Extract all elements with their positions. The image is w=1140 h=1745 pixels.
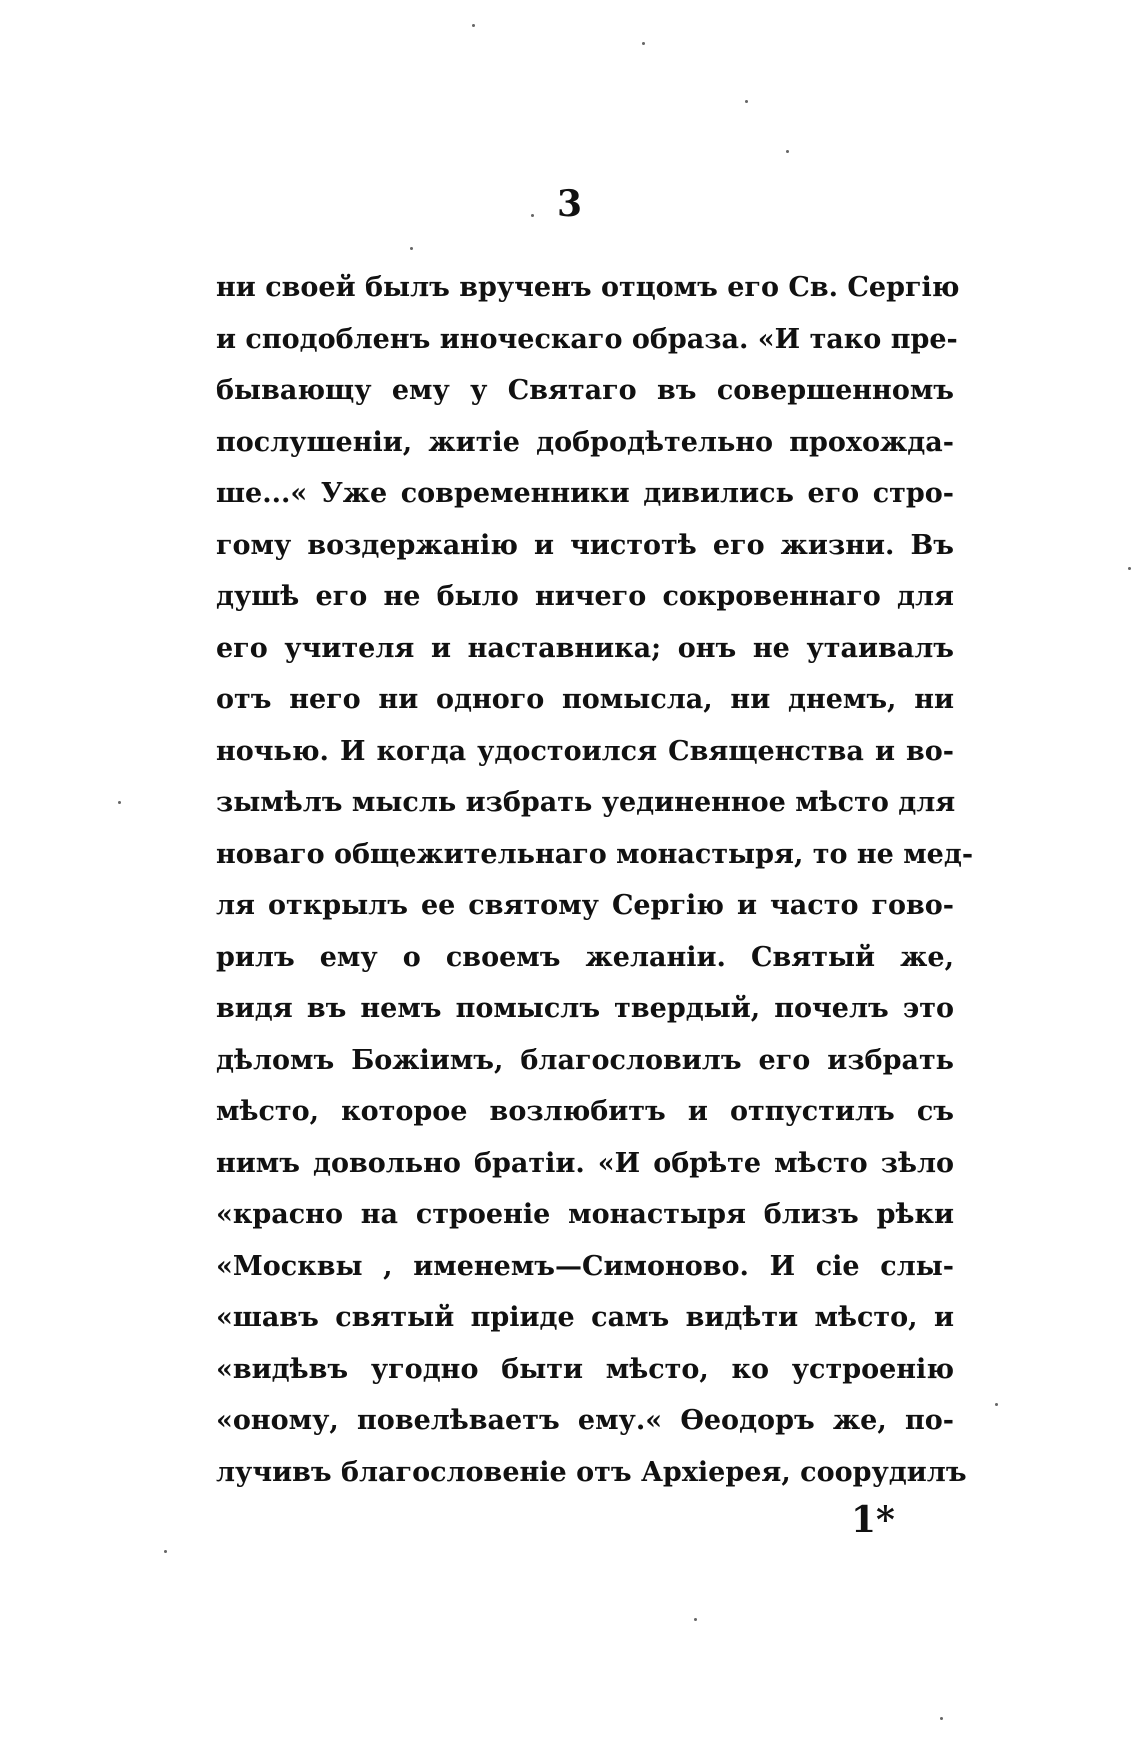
- text-line: лучивъ благословеніе отъ Архіерея, соорудилъ: [216, 1456, 967, 1488]
- page-number: 3: [557, 183, 583, 225]
- text-line: гому воздержанію и чистотѣ его жизни. Въ: [216, 529, 954, 561]
- text-line: и сподобленъ иноческаго образа. «И тако пре-: [216, 323, 958, 355]
- text-line: ни своей былъ врученъ отцомъ его Св. Сергію: [216, 272, 960, 303]
- scan-speck: [995, 1403, 998, 1406]
- text-line: его учителя и наставника; онъ не утаивалъ: [216, 632, 954, 664]
- text-line: нимъ довольно братіи. «И обрѣте мѣсто зѣло: [216, 1147, 954, 1179]
- scan-speck: [410, 247, 413, 250]
- scan-speck: [118, 801, 121, 804]
- scan-speck: [786, 150, 789, 153]
- text-line: видя въ немъ помыслъ твердый, почелъ это: [216, 993, 954, 1024]
- text-line: «видѣвъ угодно быти мѣсто, ко устроенію: [216, 1353, 954, 1385]
- scan-speck: [694, 1618, 697, 1621]
- text-line: рилъ ему о своемъ желаніи. Святый же,: [216, 941, 954, 973]
- text-line: «оному, повелѣваетъ ему.« Ѳеодоръ же, по-: [216, 1405, 954, 1436]
- text-line: отъ него ни одного помысла, ни днемъ, ни: [216, 684, 954, 715]
- scan-speck: [531, 214, 534, 217]
- text-line: «красно на строеніе монастыря близъ рѣки: [216, 1199, 954, 1230]
- text-line: «Москвы , именемъ—Симоново. И сіе слы-: [216, 1250, 954, 1282]
- text-line: ля открылъ ее святому Сергію и часто гово-: [216, 890, 954, 921]
- scan-speck: [1128, 567, 1131, 570]
- text-line: мѣсто, которое возлюбитъ и отпустилъ съ: [216, 1096, 954, 1127]
- text-line: душѣ его не было ничего сокровеннаго для: [216, 581, 954, 612]
- body-text: [216, 262, 974, 1498]
- text-line: бывающу ему у Святаго въ совершенномъ: [216, 375, 954, 406]
- scan-speck: [745, 100, 748, 103]
- text-line: зымѣлъ мысль избрать уединенное мѣсто для: [216, 787, 956, 818]
- scan-speck: [472, 24, 475, 27]
- scan-speck: [642, 42, 645, 45]
- text-line: дѣломъ Божіимъ, благословилъ его избрать: [216, 1044, 954, 1076]
- text-line: ночью. И когда удостоился Священства и во-: [216, 735, 954, 767]
- text-line: послушеніи, житіе добродѣтельно прохожда-: [216, 426, 954, 458]
- printer-signature-mark: 1*: [851, 1499, 895, 1541]
- text-line: «шавъ святый пріиде самъ видѣти мѣсто, и: [216, 1302, 954, 1333]
- scan-speck: [164, 1550, 167, 1553]
- text-line: ше...« Уже современники дивились его стро-: [216, 478, 954, 509]
- scan-speck: [940, 1717, 943, 1720]
- text-line: новаго общежительнаго монастыря, то не мед-: [216, 838, 974, 870]
